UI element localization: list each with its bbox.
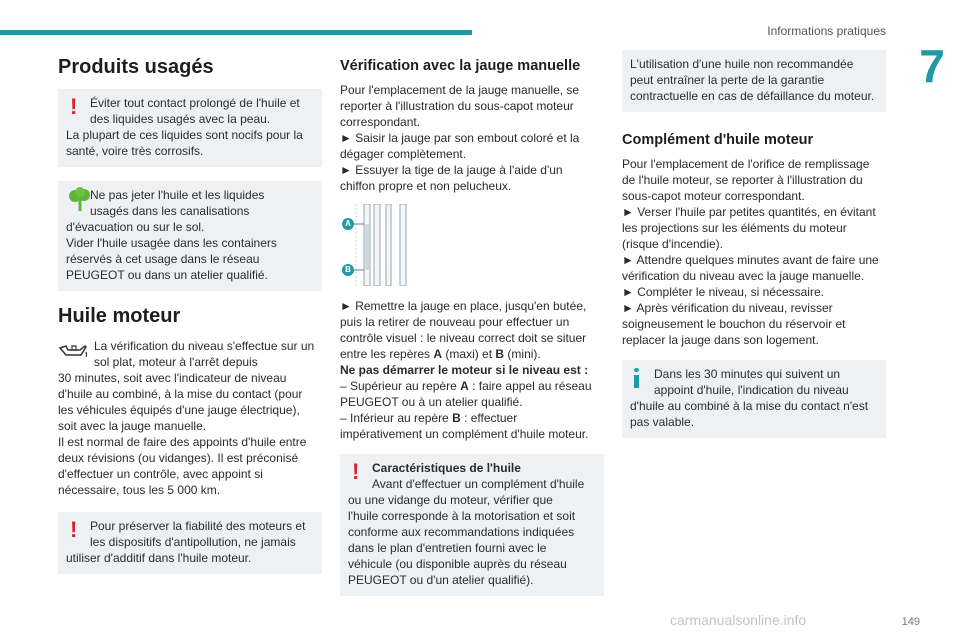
- text-line: Éviter tout contact prolongé de l'huile et: [90, 96, 300, 110]
- text-line: PEUGEOT ou d'un atelier qualifié).: [348, 573, 534, 587]
- text-line: puis la retirer de nouveau pour effectuer un: [340, 315, 570, 329]
- text-line: replacer la jauge dans son logement.: [622, 333, 819, 347]
- info-box: [622, 360, 886, 438]
- text-line: des liquides usagés avec la peau.: [90, 112, 271, 126]
- text-line: d'huile au combiné, à la mise du contact (pour: [58, 387, 303, 401]
- text-line: Pour l'emplacement de l'orifice de remplissage: [622, 157, 870, 171]
- text-line: – Supérieur au repère A : faire appel au réseau: [340, 379, 592, 393]
- text-line: dégager complètement.: [340, 147, 467, 161]
- text-line: ► Remettre la jauge en place, jusqu'en butée,: [340, 299, 587, 313]
- text-line: La vérification du niveau s'effectue sur un: [94, 339, 315, 353]
- text-line: – Inférieur au repère B : effectuer: [340, 411, 518, 425]
- chapter-number: 7: [919, 40, 945, 92]
- text-line: correspondant.: [340, 115, 421, 129]
- text-line: les véhicules équipés d'une jauge électrique),: [58, 403, 300, 417]
- text-line: entre les repères A (maxi) et B (mini).: [340, 347, 541, 361]
- oil-can-icon: [58, 340, 88, 362]
- text-line: d'huile au combiné à la mise du contact n'est: [630, 399, 869, 413]
- text-line: les projections sur les éléments du moteur: [622, 221, 847, 235]
- text-line: santé, voire très corrosifs.: [66, 144, 204, 158]
- section-title: Informations pratiques: [767, 24, 886, 38]
- marker-b-badge: B: [342, 264, 354, 276]
- marker-a-badge: A: [342, 218, 354, 230]
- text-line: contractuelle en cas de défaillance du moteur.: [630, 89, 875, 103]
- text-line: utiliser d'additif dans l'huile moteur.: [66, 551, 252, 565]
- warning-title: Caractéristiques de l'huile: [372, 461, 521, 475]
- text-line: impérativement un complément d'huile moteur.: [340, 427, 589, 441]
- text-line: deux révisions (ou vidanges). Il est préconisé: [58, 451, 299, 465]
- text-line: Pour préserver la fiabilité des moteurs et: [90, 519, 306, 533]
- column-2: [340, 50, 604, 610]
- eco-box: [58, 181, 322, 291]
- warranty-note-box: [622, 50, 886, 112]
- huile-moteur-text: [58, 338, 322, 498]
- text-line: ► Essuyer la tige de la jauge à l'aide d'un: [340, 163, 563, 177]
- text-line: ► Verser l'huile par petites quantités, en évitant: [622, 205, 876, 219]
- text-line: l'huile corresponde à la motorisation et soit: [348, 509, 576, 523]
- produits-usages-heading: Produits usagés: [58, 56, 214, 78]
- text-line: d'évacuation ou sur le sol.: [66, 220, 205, 234]
- text-line: reporter à l'illustration du sous-capot moteur: [340, 99, 574, 113]
- text-line: d'effectuer un contrôle, avec appoint si: [58, 467, 263, 481]
- text-line: Ne pas jeter l'huile et les liquides: [90, 188, 265, 202]
- header-accent-bar: [0, 30, 472, 35]
- text-line: ► Saisir la jauge par son embout coloré et la: [340, 131, 580, 145]
- exclamation-icon: !: [70, 94, 78, 119]
- text-line: ► Après vérification du niveau, revisser: [622, 301, 833, 315]
- complement-heading: Complément d'huile moteur: [622, 132, 814, 148]
- text-line: chiffon propre et non pelucheux.: [340, 179, 512, 193]
- text-line: véhicule (ou disponible auprès du réseau: [348, 557, 567, 571]
- text-line: 30 minutes, soit avec l'indicateur de niveau: [58, 371, 287, 385]
- text-line: réservés à cet usage dans le réseau: [66, 252, 260, 266]
- text-line: les dispositifs d'antipollution, ne jamais: [90, 535, 296, 549]
- exclamation-icon: !: [352, 459, 360, 484]
- text-line: conforme aux recommandations indiquées: [348, 525, 575, 539]
- tree-icon: [67, 187, 93, 218]
- text-line: pas valable.: [630, 415, 695, 429]
- text-line: contrôle visuel : le niveau correct doit se situer: [340, 331, 587, 345]
- text-line: vérification du niveau avec la jauge manuelle.: [622, 269, 865, 283]
- text-line: La plupart de ces liquides sont nocifs pour la: [66, 128, 303, 142]
- info-icon: [634, 368, 639, 388]
- text-line: Vider l'huile usagée dans les containers: [66, 236, 277, 250]
- text-line: L'utilisation d'une huile non recommandée: [630, 57, 854, 71]
- page-number: 149: [901, 616, 920, 628]
- warning-box-oil-specs: [340, 454, 604, 596]
- text-line: ou une vidange du moteur, vérifier que: [348, 493, 553, 507]
- huile-moteur-heading: Huile moteur: [58, 305, 181, 327]
- text-line: appoint d'huile, l'indication du niveau: [654, 383, 849, 397]
- text-line: Il est normal de faire des appoints d'huile entre: [58, 435, 307, 449]
- text-line: sol plat, moteur à l'arrêt depuis: [94, 355, 258, 369]
- text-line: Avant d'effectuer un complément d'huile: [372, 477, 585, 491]
- column-1: [58, 50, 322, 588]
- column-3: [622, 50, 886, 452]
- warning-box-additive: [58, 512, 322, 574]
- text-line: ► Compléter le niveau, si nécessaire.: [622, 285, 824, 299]
- text-line: (risque d'incendie).: [622, 237, 724, 251]
- text-line: nécessaire, tous les 5 000 km.: [58, 483, 221, 497]
- text-line: sous-capot moteur correspondant.: [622, 189, 805, 203]
- text-line: de l'huile moteur, se reporter à l'illustration du: [622, 173, 863, 187]
- watermark: carmanualsonline.info: [670, 612, 807, 628]
- text-line: soit avec la jauge manuelle.: [58, 419, 207, 433]
- jauge-heading: Vérification avec la jauge manuelle: [340, 58, 581, 74]
- bold-warning-line: Ne pas démarrer le moteur si le niveau est :: [340, 363, 589, 377]
- text-line: PEUGEOT ou dans un atelier qualifié.: [66, 268, 268, 282]
- text-line: Dans les 30 minutes qui suivent un: [654, 367, 841, 381]
- text-line: Pour l'emplacement de la jauge manuelle, se: [340, 83, 580, 97]
- text-line: PEUGEOT ou à un atelier qualifié.: [340, 395, 523, 409]
- dipstick-illustration: [340, 204, 604, 286]
- text-line: peut entraîner la perte de la garantie: [630, 73, 825, 87]
- text-line: usagés dans les canalisations: [90, 204, 250, 218]
- text-line: soigneusement le bouchon du réservoir et: [622, 317, 846, 331]
- warning-box-skin: [58, 89, 322, 167]
- text-line: dans le plan d'entretien fourni avec le: [348, 541, 547, 555]
- exclamation-icon: !: [70, 517, 78, 542]
- text-line: ► Attendre quelques minutes avant de faire une: [622, 253, 879, 267]
